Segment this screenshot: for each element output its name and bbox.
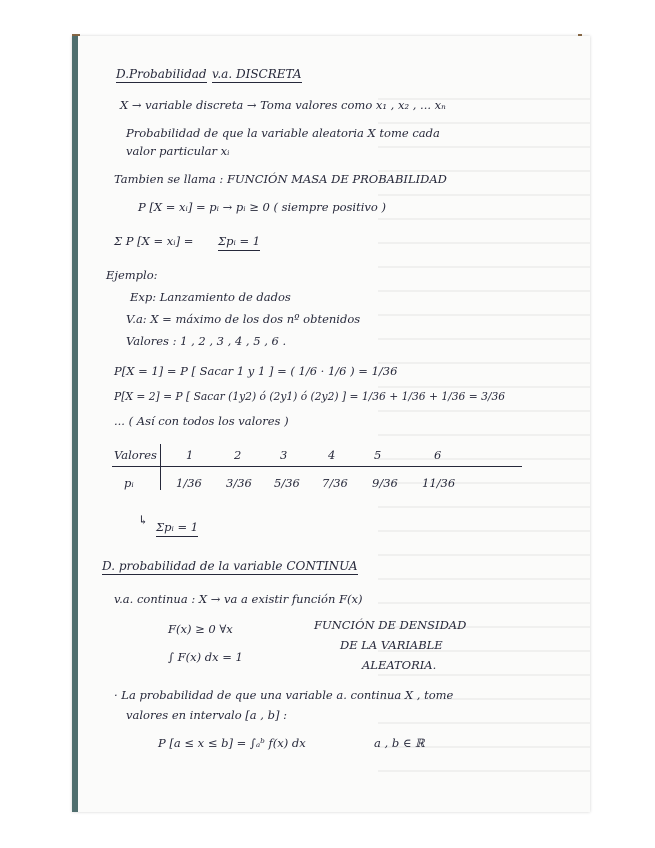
table-cell: 9/36 bbox=[372, 476, 398, 490]
table-header-cell: 5 bbox=[374, 448, 382, 462]
example-line-2: V.a: X = máximo de los dos nº obtenidos bbox=[126, 312, 361, 326]
section-title-continuous: D. probabilidad de la variable CONTINUA bbox=[102, 559, 358, 573]
table-header-cell: 6 bbox=[434, 448, 442, 462]
continuous-line-9: P [a ≤ x ≤ b] = ∫ₐᵇ f(x) dx bbox=[158, 736, 306, 750]
continuous-line-4: FUNCIÓN DE DENSIDAD bbox=[314, 618, 467, 632]
continuous-line-7: · La probabilidad de que una variable a. continua X , tome bbox=[114, 688, 454, 702]
continuous-line-5: DE LA VARIABLE bbox=[340, 638, 443, 652]
note-line-4: Tambien se llama : FUNCIÓN MASA DE PROBABILIDAD bbox=[114, 172, 447, 186]
section-title-discrete-a: D.Probabilidad bbox=[116, 67, 207, 81]
note-line-3: valor particular xᵢ bbox=[126, 144, 230, 158]
continuous-line-1: v.a. continua : X → va a existir función F(x) bbox=[114, 592, 363, 606]
table-cell: 3/36 bbox=[226, 476, 252, 490]
continuous-line-2: F(x) ≥ 0 ∀x bbox=[168, 622, 233, 636]
continuous-line-6: ALEATORIA. bbox=[362, 658, 437, 672]
table-cell: 11/36 bbox=[422, 476, 456, 490]
table-header-label: Valores bbox=[114, 448, 157, 462]
table-rule-vertical bbox=[160, 444, 161, 490]
note-line-6b: Σpᵢ = 1 bbox=[218, 236, 260, 251]
example-line-5: P[X = 2] = P [ Sacar (1y2) ó (2y1) ó (2y2) ] = 1/36 + 1/36 + 1/36 = 3/36 bbox=[114, 390, 506, 403]
table-cell: 5/36 bbox=[274, 476, 300, 490]
table-header-cell: 2 bbox=[234, 448, 242, 462]
example-line-4: P[X = 1] = P [ Sacar 1 y 1 ] = ( 1/6 · 1/6 ) = 1/36 bbox=[114, 364, 398, 378]
table-header-cell: 1 bbox=[186, 448, 194, 462]
note-line-5: P [X = xᵢ] = pᵢ → pᵢ ≥ 0 ( siempre positivo ) bbox=[138, 200, 386, 214]
example-line-1: Exp: Lanzamiento de dados bbox=[130, 290, 291, 304]
note-line-1: X → variable discreta → Toma valores como x₁ , x₂ , ... xₙ bbox=[120, 98, 446, 112]
continuous-line-3: ∫ F(x) dx = 1 bbox=[168, 650, 243, 664]
note-line-2: Probabilidad de que la variable aleatoria X tome cada bbox=[126, 126, 440, 140]
arrow-icon: ↳ bbox=[138, 513, 149, 527]
table-header-cell: 3 bbox=[280, 448, 288, 462]
example-line-3: Valores : 1 , 2 , 3 , 4 , 5 , 6 . bbox=[126, 334, 287, 348]
table-row-label: pᵢ bbox=[124, 476, 134, 490]
continuous-line-8: valores en intervalo [a , b] : bbox=[126, 708, 287, 722]
table-cell: 7/36 bbox=[322, 476, 348, 490]
continuous-line-10: a , b ∈ ℝ bbox=[374, 736, 425, 750]
note-line-6a: Σ P [X = xᵢ] = bbox=[114, 234, 194, 248]
notebook-page bbox=[72, 36, 590, 812]
section-title-discrete-b: v.a. DISCRETA bbox=[212, 67, 302, 81]
example-line-6: ... ( Así con todos los valores ) bbox=[114, 414, 289, 428]
table-rule-horizontal bbox=[112, 466, 522, 467]
example-heading: Ejemplo: bbox=[106, 268, 158, 282]
table-cell: 1/36 bbox=[176, 476, 202, 490]
sum-result: Σpᵢ = 1 bbox=[156, 522, 198, 537]
table-header-cell: 4 bbox=[328, 448, 336, 462]
